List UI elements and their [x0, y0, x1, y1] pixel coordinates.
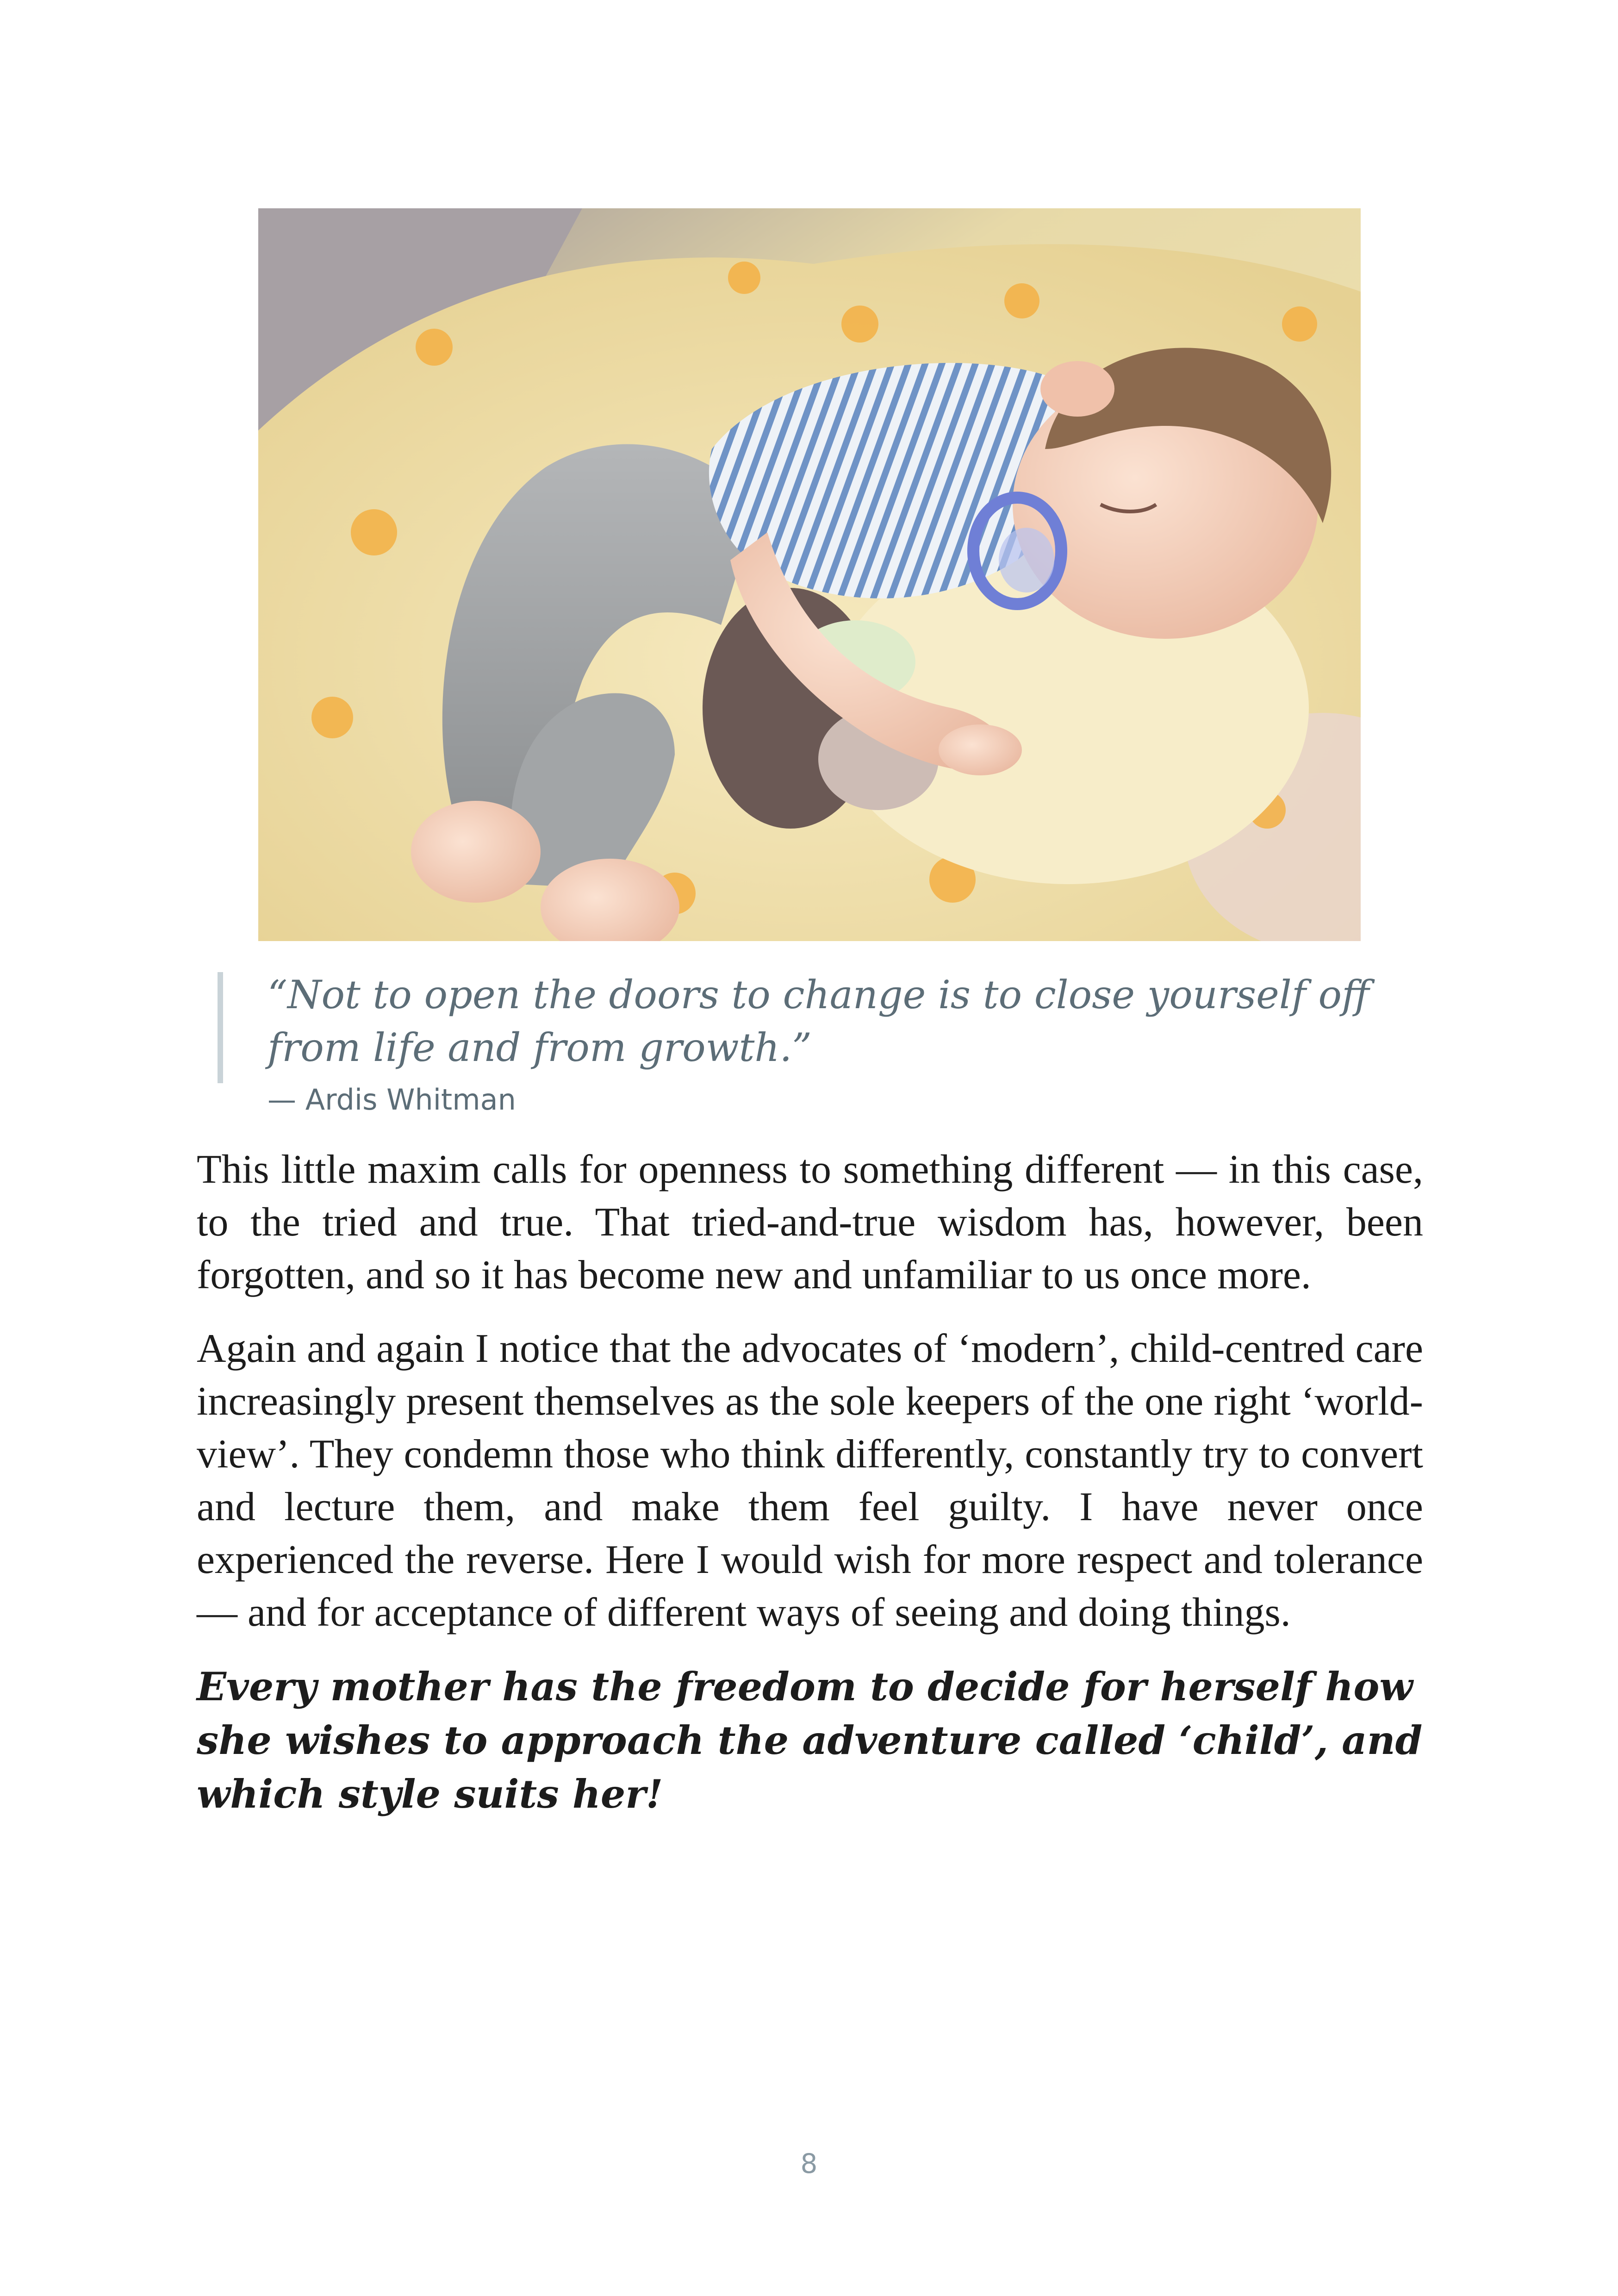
quote-author: — Ardis Whitman: [268, 1083, 516, 1117]
paragraph-1: This little maxim calls for openness to something different — in this case, to the tried and true. That tried-and-true wisdom has, however, been forgotten, and so it has become new and unfamiliar to us once more.: [197, 1147, 1423, 1298]
quote-bar: [218, 972, 223, 1083]
emphasis-paragraph: Every mother has the freedom to decide for herself how she wishes to approach the adventure called ‘child’, and which style suits her!: [197, 1664, 1423, 1817]
photo-illustration: [258, 208, 1361, 941]
quote-text: “Not to open the doors to change is to close yourself off from life and from growth.”: [268, 972, 1369, 1070]
body-text: [197, 1143, 1423, 1821]
paragraph-2: Again and again I notice that the advocates of ‘modern’, child-centred care increasingly present themselves as the sole keepers of the one right ‘world-view’. They condemn those who think differently, constantly try to convert and lecture them, and make them feel guilty. I have never once experienced the reverse. Here I would wish for more respect and tolerance — and for acceptance of different ways of seeing and doing things.: [197, 1326, 1423, 1635]
page-number: 8: [800, 2148, 818, 2179]
pull-quote: [218, 968, 1402, 1117]
sleeping-baby-photo: [258, 208, 1361, 941]
